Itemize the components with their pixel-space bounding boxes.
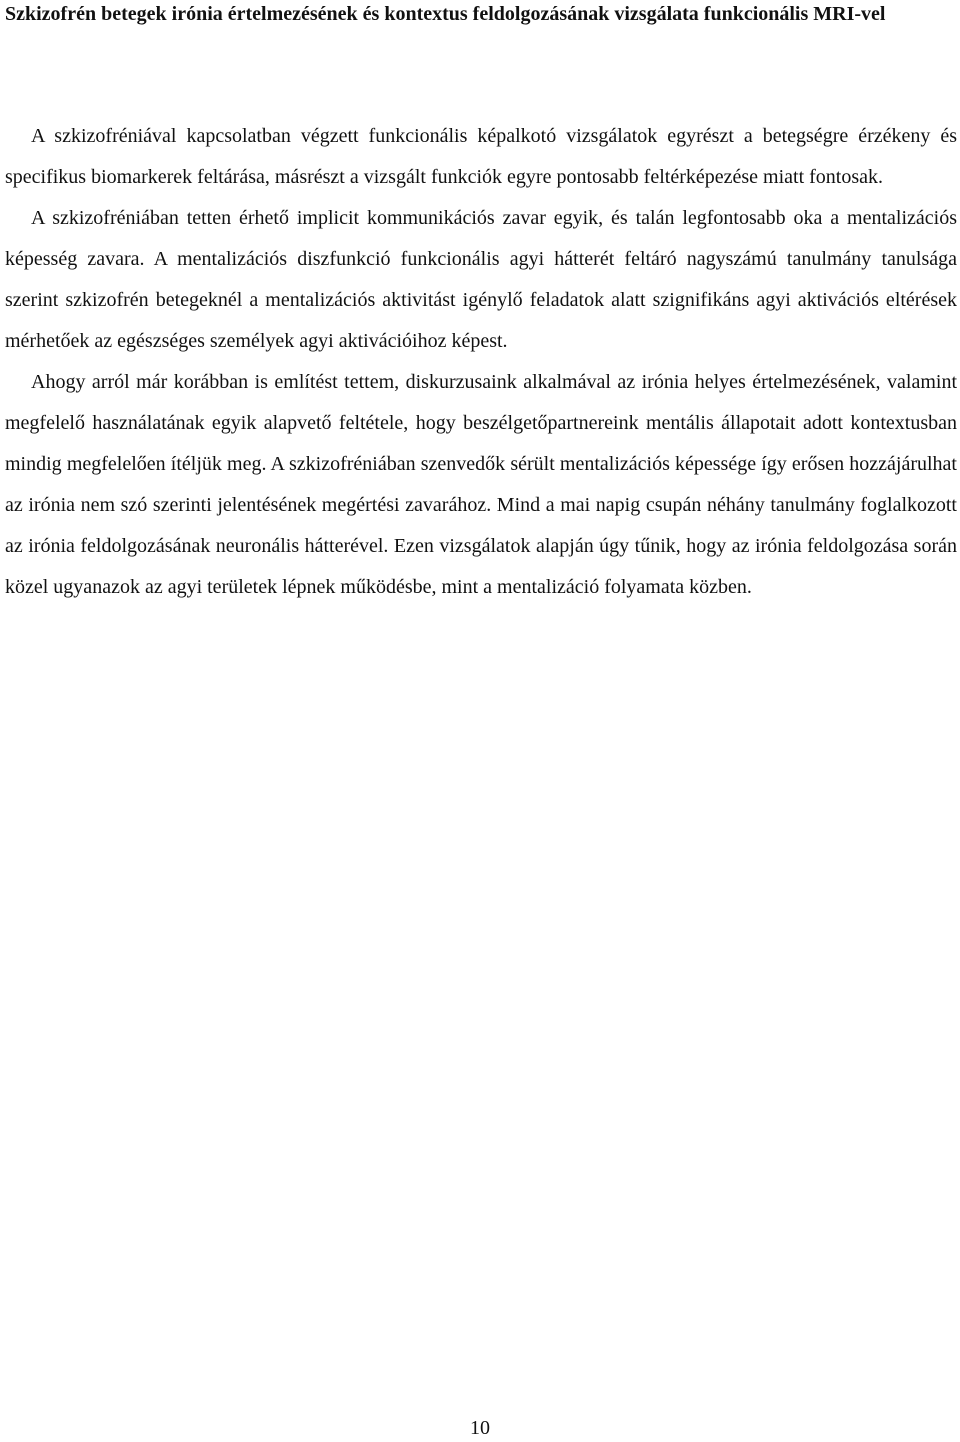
page-number: 10 <box>470 1417 490 1439</box>
paragraph-1: A szkizofréniával kapcsolatban végzett funkcionális képalkotó vizsgálatok egyrészt a betegségre érzékeny és specifikus biomarkerek feltárása, másrészt a vizsgált funkciók egyre pontosabb feltérképezése miatt fontosak. <box>5 125 957 188</box>
paragraph-2: A szkizofréniában tetten érhető implicit kommunikációs zavar egyik, és talán legfontosabb oka a mentalizációs képesség zavara. A mentalizációs diszfunkció funkcionális agyi hátterét feltáró nagyszámú tanulmány tanulsága szerint szkizofrén betegeknél a mentalizációs aktivitást igénylő feladatok alatt szignifikáns agyi aktivációs eltérések mérhetőek az egészséges személyek agyi aktivációihoz képest. <box>5 207 957 352</box>
section-heading: Szkizofrén betegek irónia értelmezésének és kontextus feldolgozásának vizsgálata funkcionális MRI-vel <box>5 3 886 25</box>
document-page <box>5 0 957 598</box>
body-text <box>5 116 957 608</box>
paragraph-3: Ahogy arról már korábban is említést tettem, diskurzusaink alkalmával az irónia helyes értelmezésének, valamint megfelelő használatának egyik alapvető feltétele, hogy beszélgetőpartnereink mentális állapotait adott kontextusban mindig megfelelően ítéljük meg. A szkizofréniában szenvedők sérült mentalizációs képessége így erősen hozzájárulhat az irónia nem szó szerinti jelentésének megértési zavarához. Mind a mai napig csupán néhány tanulmány foglalkozott az irónia feldolgozásának neuronális hátterével. Ezen vizsgálatok alapján úgy tűnik, hogy az irónia feldolgozása során közel ugyanazok az agyi területek lépnek működésbe, mint a mentalizáció folyamata közben. <box>5 371 957 598</box>
